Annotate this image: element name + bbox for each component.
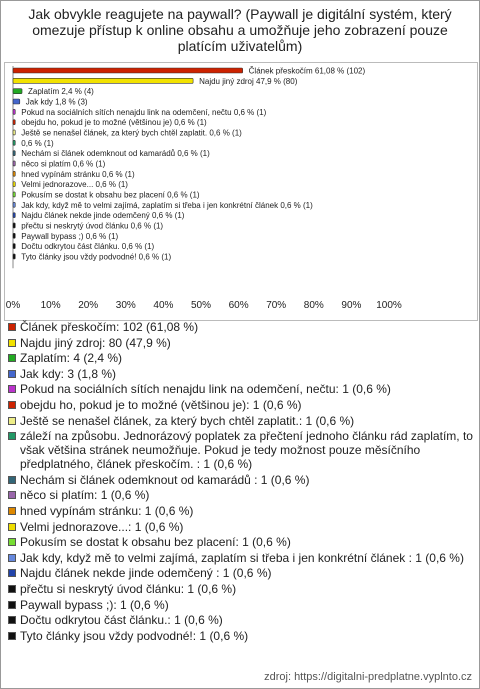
legend-swatch [8, 417, 16, 425]
bar-label-12: Pokusím se dostat k obsahu bez placení 0,6 % (1) [21, 190, 200, 200]
x-tick-label-1: 10% [40, 300, 61, 311]
bar-1 [13, 78, 193, 83]
bar-label-10: hned vypínám stránku 0,6 % (1) [21, 169, 135, 179]
legend-swatch [8, 523, 16, 531]
legend-swatch [8, 601, 16, 609]
x-tick-label-4: 40% [153, 300, 174, 311]
legend-label: Pokud na sociálních sítích nenajdu link na odemčení, nečtu: 1 (0,6 %) [20, 382, 391, 397]
legend-label: Jak kdy, když mě to velmi zajímá, zaplatím si třeba i jen konkrétní článek : 1 (0,6 %) [20, 550, 464, 565]
legend-label: něco si platím: 1 (0,6 %) [20, 488, 150, 503]
legend-swatch [8, 507, 16, 515]
legend-swatch [8, 323, 16, 331]
source-text: zdroj: https://digitalni-predplatne.vyplnto.cz [264, 671, 472, 683]
x-tick-label-8: 80% [303, 300, 324, 311]
legend-label: Ještě se nenašel článek, za který bych chtěl zaplatit.: 1 (0,6 %) [20, 413, 355, 428]
legend-swatch [8, 491, 16, 499]
bar-label-9: něco si platím 0,6 % (1) [21, 159, 106, 169]
legend-label: Nechám si článek odemknout od kamarádů : 1 (0,6 %) [20, 472, 310, 487]
bar-label-8: Nechám si článek odemknout od kamarádů 0,6 % (1) [21, 149, 210, 159]
legend-item [8, 429, 474, 471]
bar-label-11: Velmi jednorazove... 0,6 % (1) [21, 180, 128, 190]
bar-12 [13, 192, 15, 197]
chart-title: Jak obvykle reagujete na paywall? (Paywall je digitální systém, který omezuje přístup k online obsahu a umožňuje jeho zobrazení pouze platícím uživatelům) [28, 6, 452, 54]
legend-label: Pokusím se dostat k obsahu bez placení: 1 (0,6 %) [20, 535, 291, 550]
bar-16 [13, 233, 15, 238]
legend-swatch [8, 385, 16, 393]
bar-18 [13, 254, 15, 259]
x-tick-label-10: 100% [376, 300, 402, 311]
x-tick-label-9: 90% [341, 300, 362, 311]
legend-swatch [8, 370, 16, 378]
legend-item [8, 336, 474, 350]
legend-item [8, 566, 474, 580]
bar-label-13: Jak kdy, když mě to velmi zajímá, zaplatím si třeba i jen konkrétní článek 0,6 % (1) [21, 200, 313, 210]
legend-item [8, 551, 474, 565]
legend-item [8, 320, 474, 334]
legend-item [8, 473, 474, 487]
legend-item [8, 414, 474, 428]
bar-17 [13, 244, 15, 249]
legend-label: Najdu článek nekde jinde odemčený : 1 (0,6 %) [20, 566, 272, 581]
x-tick-label-0: 0% [5, 300, 21, 311]
bar-7 [13, 140, 15, 145]
legend-item [8, 351, 474, 365]
legend-label: Článek přeskočím: 102 (61,08 %) [20, 320, 199, 334]
bar-label-1: Najdu jiný zdroj 47,9 % (80) [199, 76, 298, 86]
bar-label-4: Pokud na sociálních sítích nenajdu link na odemčení, nečtu 0,6 % (1) [21, 107, 267, 117]
legend-swatch [8, 339, 16, 347]
bar-label-14: Najdu článek nekde jinde odemčený 0,6 % (1) [21, 211, 185, 221]
legend-item [8, 504, 474, 518]
x-tick-label-3: 30% [115, 300, 136, 311]
bar-14 [13, 213, 15, 218]
plot-area [4, 62, 478, 321]
legend-item [8, 398, 474, 412]
bar-3 [13, 99, 20, 104]
legend-swatch [8, 554, 16, 562]
legend-item [8, 367, 474, 381]
bar-15 [13, 223, 15, 228]
legend-item [8, 520, 474, 534]
bar-4 [13, 109, 15, 114]
bar-label-17: Dočtu odkrytou část článku. 0,6 % (1) [21, 242, 155, 252]
bar-label-7: 0,6 % (1) [21, 138, 54, 148]
bar-label-3: Jak kdy 1,8 % (3) [25, 97, 88, 107]
legend-swatch [8, 432, 16, 440]
legend-item [8, 382, 474, 396]
legend-label: Zaplatím: 4 (2,4 %) [20, 351, 123, 366]
legend-swatch [8, 354, 16, 362]
legend-item [8, 535, 474, 549]
legend-label: obejdu ho, pokud je to možné (většinou je): 1 (0,6 %) [20, 397, 302, 412]
legend-label: Jak kdy: 3 (1,8 %) [20, 366, 117, 381]
legend-item [8, 598, 474, 612]
legend-label: Najdu jiný zdroj: 80 (47,9 %) [20, 335, 171, 350]
bar-13 [13, 202, 15, 207]
legend-swatch [8, 632, 16, 640]
bar-label-0: Článek přeskočím 61,08 % (102) [248, 66, 366, 76]
bar-5 [13, 120, 15, 125]
bar-chart [5, 63, 477, 320]
legend-swatch [8, 616, 16, 624]
bar-9 [13, 161, 15, 166]
bar-label-16: Paywall bypass ;) 0,6 % (1) [21, 231, 119, 241]
bar-label-2: Zaplatím 2,4 % (4) [28, 87, 94, 97]
legend-label: Dočtu odkrytou část článku.: 1 (0,6 %) [20, 613, 223, 628]
legend-label: hned vypínám stránku: 1 (0,6 %) [20, 503, 194, 518]
bar-label-18: Tyto články jsou vždy podvodné! 0,6 % (1) [21, 252, 172, 262]
legend-swatch [8, 569, 16, 577]
bar-0 [13, 68, 243, 73]
legend-label: Paywall bypass ;): 1 (0,6 %) [20, 597, 169, 612]
bar-11 [13, 182, 15, 187]
x-tick-label-5: 50% [190, 300, 212, 311]
legend-item [8, 488, 474, 502]
bar-6 [13, 130, 15, 135]
legend-label: přečtu si neskrytý úvod článku: 1 (0,6 %) [20, 581, 237, 596]
bar-10 [13, 171, 15, 176]
bar-label-5: obejdu ho, pokud je to možné (většinou je) 0,6 % (1) [21, 118, 207, 128]
x-tick-label-7: 70% [266, 300, 287, 311]
legend-swatch [8, 585, 16, 593]
bar-label-6: Ještě se nenašel článek, za který bych chtěl zaplatit. 0,6 % (1) [21, 128, 242, 138]
legend-item [8, 582, 474, 596]
bar-2 [13, 89, 22, 94]
x-tick-label-2: 20% [78, 300, 99, 311]
x-tick-label-6: 60% [228, 300, 249, 311]
legend-item [8, 629, 474, 643]
legend-label: Velmi jednorazove...: 1 (0,6 %) [20, 519, 184, 534]
bar-label-15: přečtu si neskrytý úvod článku 0,6 % (1) [21, 221, 164, 231]
legend-label: záleží na způsobu. Jednorázový poplatek za přečtení jednoho článku rád zaplatím, to však většina stránek neumožňuje. Pokud je tedy možnost pouze měsíčního předplatného, článek přeskočím. : 1 (0,6 %) [20, 429, 473, 472]
legend-swatch [8, 476, 16, 484]
bar-8 [13, 151, 15, 156]
legend-swatch [8, 538, 16, 546]
legend-label: Tyto články jsou vždy podvodné!: 1 (0,6 %) [20, 628, 249, 643]
legend-item [8, 613, 474, 627]
legend [8, 320, 474, 644]
legend-swatch [8, 401, 16, 409]
